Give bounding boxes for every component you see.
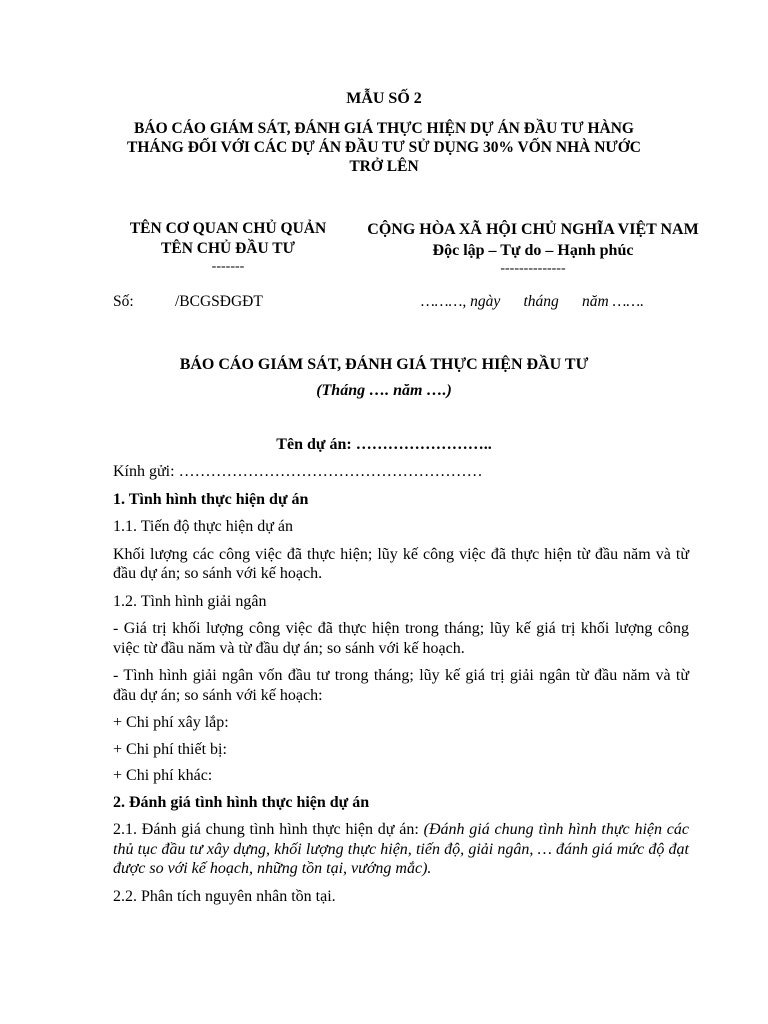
section-1-1-heading: 1.1. Tiến độ thực hiện dự án [113, 518, 294, 535]
report-body [113, 462, 689, 914]
agency-divider: ------- [211, 259, 245, 274]
section-2-1-label: 2.1. Đánh giá chung tình hình thực hiện dự án: [113, 821, 424, 838]
section-2-2: 2.2. Phân tích nguyên nhân tồn tại. [113, 887, 336, 905]
number-label: Số: [113, 293, 134, 310]
cost-equipment: + Chi phí thiết bị: [113, 740, 227, 758]
cost-construction: + Chi phí xây lắp: [113, 714, 229, 731]
national-header [355, 219, 711, 277]
motto-divider: -------------- [500, 261, 566, 276]
form-number: MẪU SỐ 2 [346, 90, 422, 107]
report-period: (Tháng …. năm ….) [316, 382, 452, 399]
date-line: ………, ngày tháng năm ……. [421, 293, 645, 310]
section-2-1 [113, 820, 689, 879]
agency-header [108, 219, 348, 275]
section-1-2-heading: 1.2. Tình hình giải ngân [113, 592, 267, 610]
governing-agency: TÊN CƠ QUAN CHỦ QUẢN [129, 220, 327, 237]
section-1-heading: 1. Tình hình thực hiện dự án [113, 490, 309, 508]
cost-other: + Chi phí khác: [113, 767, 213, 784]
section-2-1-note: (Đánh giá chung tình hình thực hiện các thủ tục đầu tư xây dựng, khối lượng thực hiện, tiến độ, giải ngân, … đánh giá mức độ đạt được so với kế hoạch, những tồn tại, vướng mắc). [113, 821, 690, 877]
addressee: Kính gửi: ………………………………………………… [113, 463, 483, 480]
section-1-2-text-2: - Tình hình giải ngân vốn đầu tư trong tháng; lũy kế giá trị giải ngân từ đầu năm và từ đầu dự án; so sánh với kế hoạch: [113, 667, 689, 704]
country-name: CỘNG HÒA XÃ HỘI CHỦ NGHĨA VIỆT NAM [367, 221, 699, 238]
report-title: BÁO CÁO GIÁM SÁT, ĐÁNH GIÁ THỰC HIỆN ĐẦU TƯ [179, 356, 589, 373]
project-name: Tên dự án: …………………….. [276, 436, 492, 453]
section-2-heading: 2. Đánh giá tình hình thực hiện dự án [113, 793, 370, 811]
investor-name: TÊN CHỦ ĐẦU TƯ [161, 240, 295, 257]
number-code: /BCGSĐGĐT [175, 293, 263, 310]
main-title: BÁO CÁO GIÁM SÁT, ĐÁNH GIÁ THỰC HIỆN DỰ ÁN ĐẦU TƯ HÀNG THÁNG ĐỐI VỚI CÁC DỰ ÁN ĐẦU TƯ SỬ DỤNG 30% VỐN NHÀ NƯỚC TRỞ LÊN [127, 120, 641, 175]
section-1-2-text-1: - Giá trị khối lượng công việc đã thực hiện trong tháng; lũy kế giá trị khối lượng công việc từ đầu năm và từ đầu dự án; so sánh với kế hoạch. [113, 620, 689, 657]
national-motto: Độc lập – Tự do – Hạnh phúc [432, 242, 634, 259]
section-1-1-text: Khối lượng các công việc đã thực hiện; lũy kế công việc đã thực hiện từ đầu năm và từ đầu dự án; so sánh với kế hoạch. [113, 545, 689, 582]
document-number-row [113, 293, 713, 311]
